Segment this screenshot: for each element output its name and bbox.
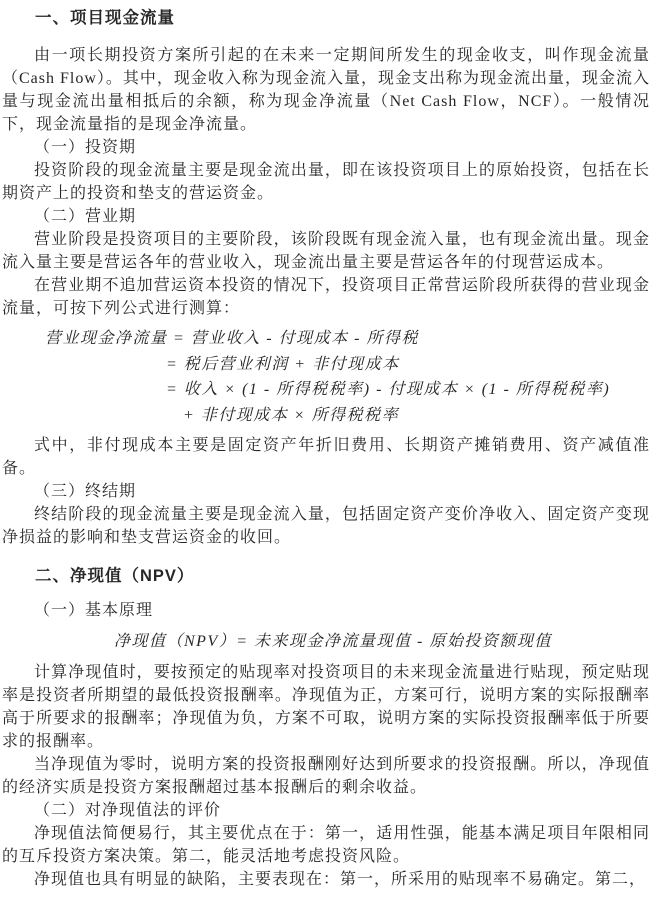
paragraph-npv-advantages: 净现值法简便易行，其主要优点在于：第一，适用性强，能基本满足项目年限相同的互斥投资方案决策。第二，能灵活地考虑投资风险。 (2, 825, 650, 865)
paragraph-cash-flow-definition: 由一项长期投资方案所引起的在未来一定期间所发生的现金收支，叫作现金流量（Cash Flow）。其中，现金收入称为现金流入量，现金支出称为现金流出量，现金流入量与现金流出量相抵后的余额，称为现金净流量（Net Cash Flow，NCF）。一般情况下，现金流量指的是现金净流量。 (2, 47, 650, 133)
paragraph-npv-disadvantages: 净现值也具有明显的缺陷，主要表现在：第一，所采用的贴现率不易确定。第二， (34, 871, 647, 888)
paragraph-npv-calculation: 计算净现值时，要按预定的贴现率对投资项目的未来现金流量进行贴现，预定贴现率是投资者所期望的最低投资报酬率。净现值为正，方案可行，说明方案的实际报酬率高于所要求的报酬率；净现值为负，方案不可取，说明方案的实际投资报酬率低于所要求的报酬率。 (2, 664, 650, 750)
section-heading-project-cash-flow: 一、项目现金流量 (35, 9, 175, 27)
paragraph-investment-period: 投资阶段的现金流量主要是现金流出量，即在该投资项目上的原始投资，包括在长期资产上的投资和垫支的营运资金。 (2, 162, 650, 202)
subheading-basic-principle: （一）基本原理 (34, 602, 154, 619)
paragraph-operating-period: 营业阶段是投资项目的主要阶段，该阶段既有现金流入量，也有现金流出量。现金流入量主要是营运各年的营业收入，现金流出量主要是营运各年的付现营运成本。 (2, 231, 650, 271)
formula-line-3: = 收入 × (1 - 所得税税率) - 付现成本 × (1 - 所得税税率) (166, 381, 611, 398)
subheading-operating-period: （二）营业期 (34, 208, 137, 225)
subheading-terminal-period: （三）终结期 (34, 483, 137, 500)
formula-line-1: 营业现金净流量 = 营业收入 - 付现成本 - 所得税 (45, 330, 419, 347)
subheading-investment-period: （一）投资期 (34, 139, 137, 156)
paragraph-formula-intro: 在营业期不追加营运资本投资的情况下，投资项目正常营运阶段所获得的营业现金流量，可按下列公式进行测算： (2, 277, 650, 317)
paragraph-terminal-period: 终结阶段的现金流量主要是现金流入量，包括固定资产变价净收入、固定资产变现净损益的影响和垫支营运资金的收回。 (2, 506, 650, 546)
formula-npv: 净现值（NPV）= 未来现金净流量现值 - 原始投资额现值 (114, 633, 552, 650)
subheading-npv-evaluation: （二）对净现值法的评价 (34, 802, 222, 819)
paragraph-npv-zero-meaning: 当净现值为零时，说明方案的投资报酬刚好达到所要求的投资报酬。所以，净现值的经济实质是投资方案报酬超过基本报酬后的剩余收益。 (2, 756, 650, 796)
formula-operating-net-cash-flow (2, 326, 650, 428)
section-heading-npv: 二、净现值（NPV） (35, 567, 195, 585)
formula-line-4: + 非付现成本 × 所得税税率 (183, 406, 400, 424)
formula-line-2: = 税后营业利润 + 非付现成本 (166, 355, 400, 373)
paragraph-formula-note: 式中，非付现成本主要是固定资产年折旧费用、长期资产摊销费用、资产减值准备。 (2, 437, 650, 477)
